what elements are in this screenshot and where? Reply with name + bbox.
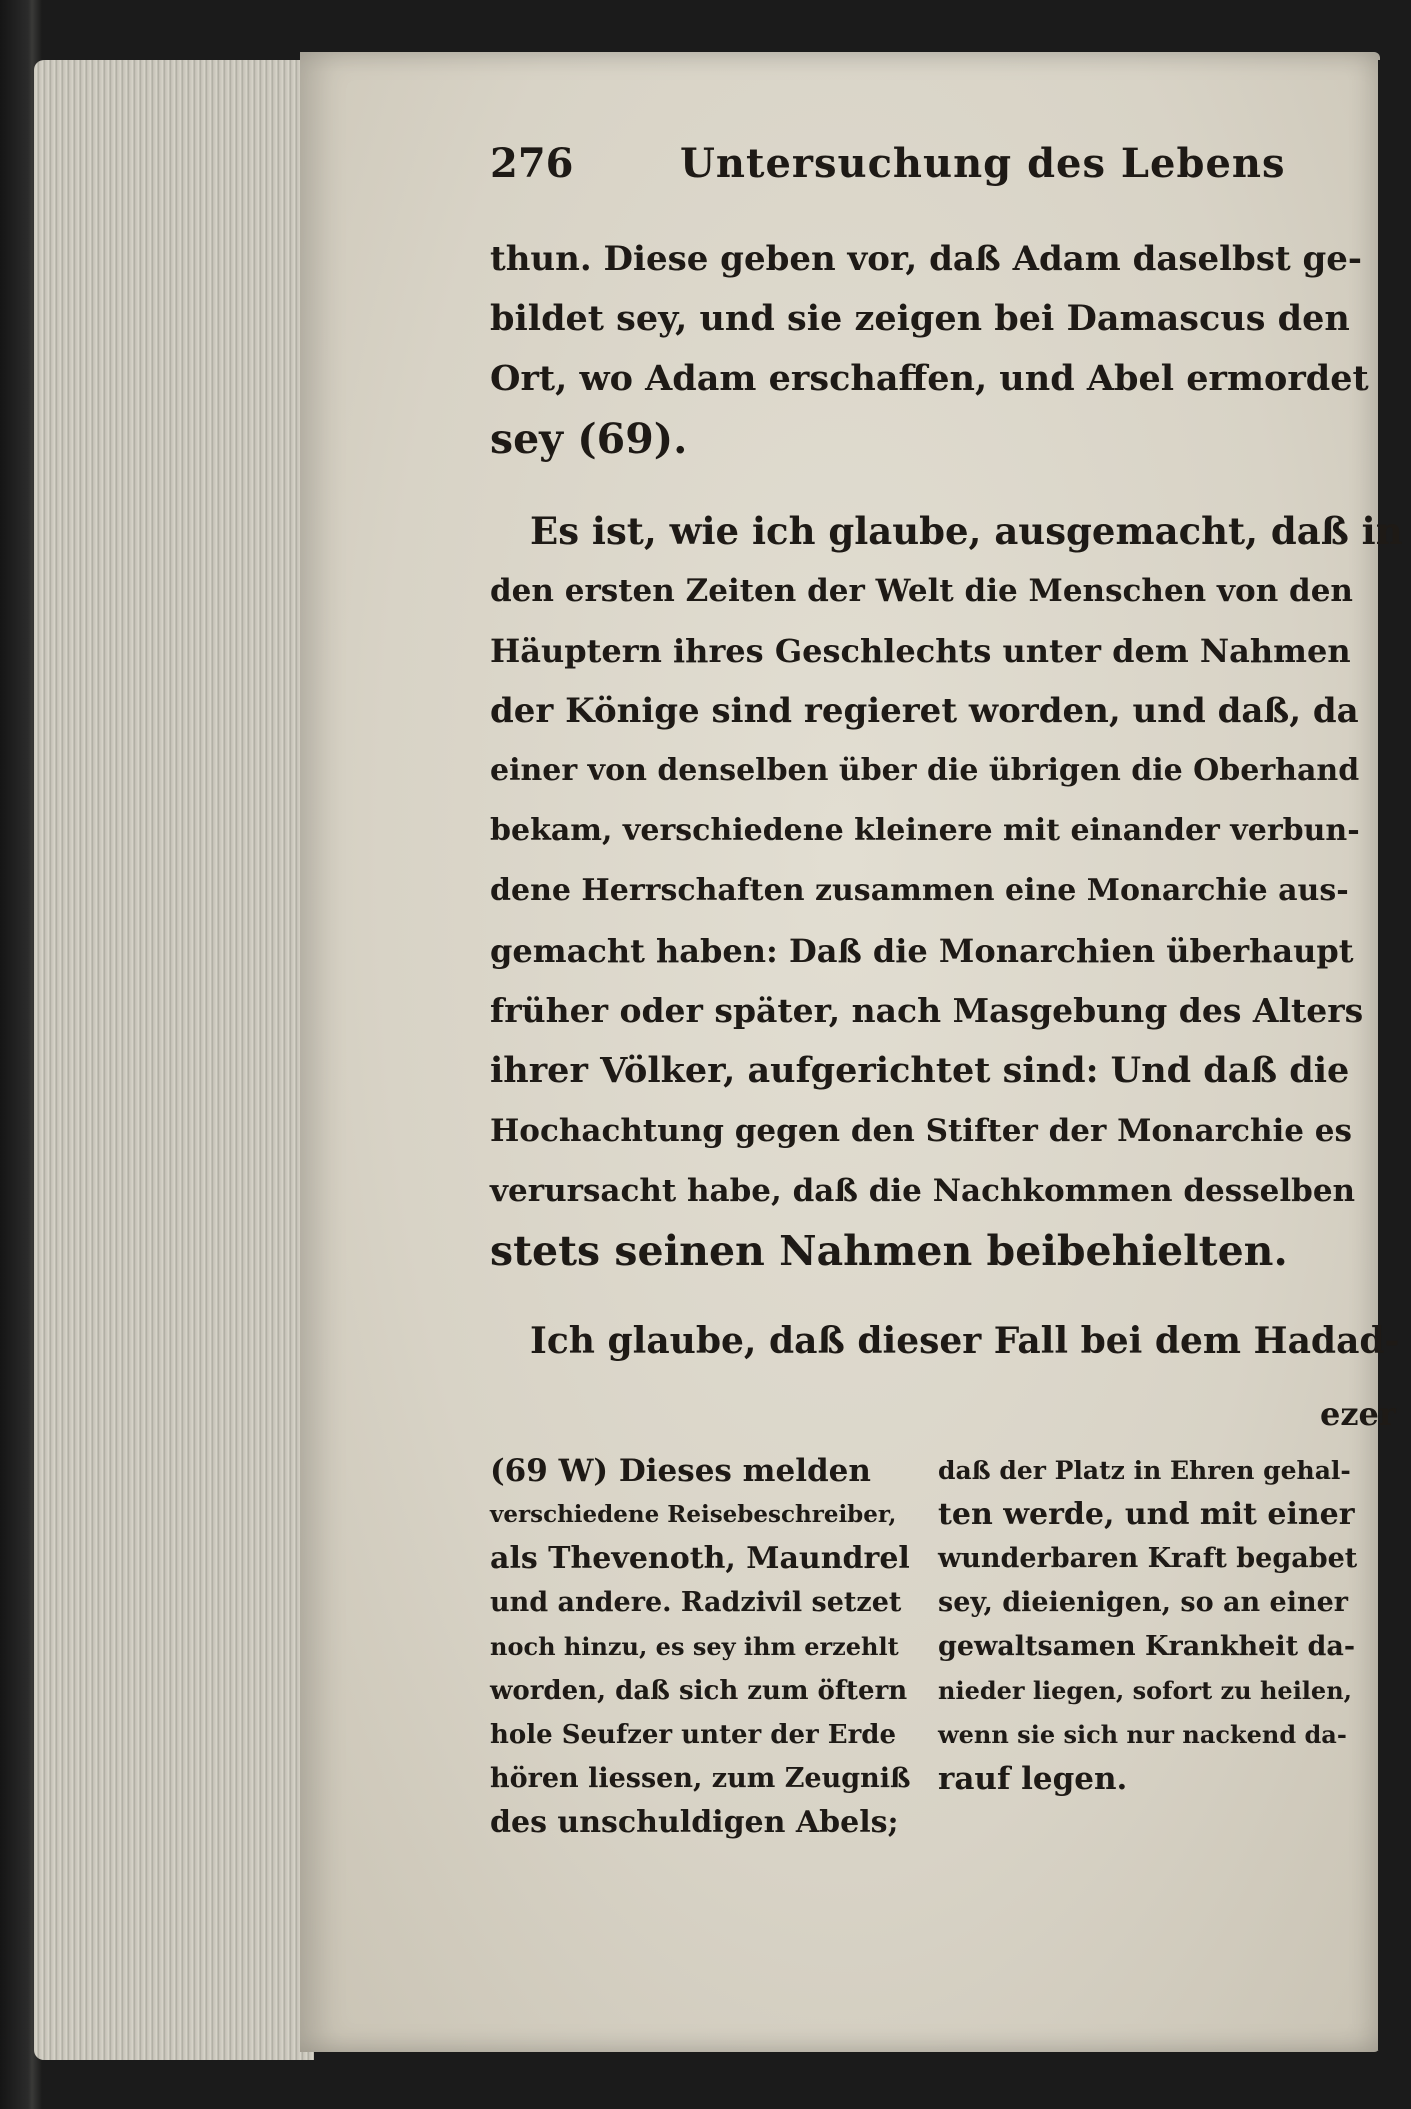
text-line: der Könige sind regieret worden, und daß, da (490, 691, 1359, 731)
footnote-line: verschiedene Reisebeschreiber, (490, 1501, 897, 1528)
text-line: gemacht haben: Daß die Monarchien überhaupt (490, 932, 1354, 970)
footnote-line: hören liessen, zum Zeugniß (490, 1763, 911, 1794)
footnote-line: (69 W) Dieses melden (490, 1453, 871, 1489)
footnote-line: rauf legen. (938, 1761, 1128, 1797)
footnote-line: ten werde, und mit einer (938, 1497, 1355, 1532)
footnote-line: gewaltsamen Krankheit da- (938, 1631, 1356, 1662)
text-line: Ort, wo Adam erschaffen, und Abel ermordet (490, 358, 1369, 399)
footnote-line: sey, dieienigen, so an einer (938, 1587, 1349, 1618)
footnote-line: worden, daß sich zum öftern (490, 1676, 908, 1706)
facing-page-edge (1378, 60, 1411, 2050)
text-line: einer von denselben über die übrigen die Oberhand (490, 753, 1360, 788)
footnote-line: wenn sie sich nur nackend da- (938, 1720, 1347, 1749)
text-line: Häuptern ihres Geschlechts unter dem Nahmen (490, 632, 1351, 670)
footnote-line: als Thevenoth, Maundrel (490, 1541, 910, 1576)
text-line: Hochachtung gegen den Stifter der Monarchie es (490, 1113, 1352, 1149)
footnote-line: noch hinzu, es sey ihm erzehlt (490, 1632, 899, 1661)
text-line: stets seinen Nahmen beibehielten. (490, 1227, 1288, 1275)
footnote-line: hole Seufzer unter der Erde (490, 1720, 896, 1750)
text-line: sey (69). (490, 415, 688, 463)
text-line: verursacht habe, daß die Nachkommen desselben (490, 1173, 1356, 1209)
text-line: ihrer Völker, aufgerichtet sind: Und daß die (490, 1050, 1350, 1091)
footnote-line: wunderbaren Kraft begabet (938, 1543, 1358, 1574)
text-line: bekam, verschiedene kleinere mit einander verbun- (490, 813, 1360, 848)
page-number: 276 (490, 140, 574, 187)
text-line: dene Herrschaften zusammen eine Monarchie aus- (490, 873, 1349, 908)
footnote-line: daß der Platz in Ehren gehal- (938, 1456, 1351, 1485)
page-edges (34, 60, 314, 2060)
text-line: Es ist, wie ich glaube, ausgemacht, daß in (530, 509, 1403, 553)
running-title: Untersuchung des Lebens (680, 140, 1286, 187)
page-header (490, 140, 1370, 200)
footnote-line: nieder liegen, sofort zu heilen, (938, 1676, 1352, 1705)
footnote-line: des unschuldigen Abels; (490, 1805, 899, 1840)
text-line: bildet sey, und sie zeigen bei Damascus den (490, 298, 1350, 339)
text-line: den ersten Zeiten der Welt die Menschen von den (490, 573, 1353, 609)
footnote-line: und andere. Radzivil setzet (490, 1587, 902, 1618)
text-line: Ich glaube, daß dieser Fall bei dem Hadad- (530, 1320, 1400, 1362)
text-line: thun. Diese geben vor, daß Adam daselbst ge- (490, 239, 1363, 279)
text-line: früher oder später, nach Masgebung des Alters (490, 991, 1364, 1030)
catchword: ezer (1320, 1395, 1396, 1433)
